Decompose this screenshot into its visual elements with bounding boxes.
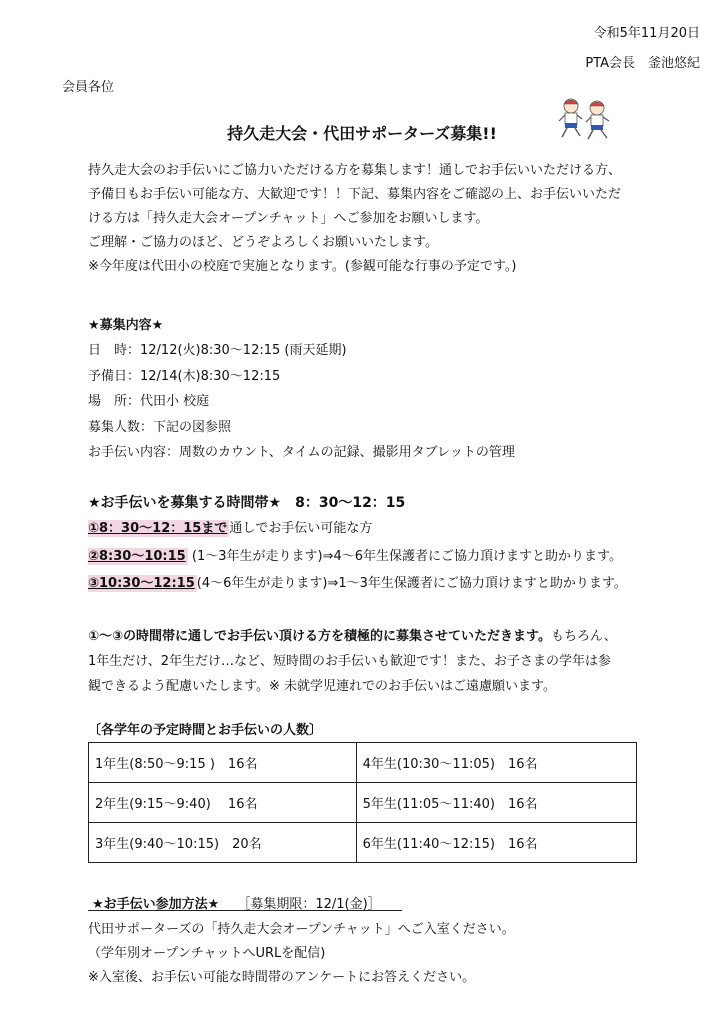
grade-table-title: 〔各学年の予定時間とお手伝いの人数〕	[88, 723, 323, 738]
timeslot-3	[88, 573, 627, 595]
method-heading: ★お手伝い参加方法★	[92, 897, 220, 912]
method-lines	[88, 918, 515, 990]
note-line: 1年生だけ、2年生だけ…など、短時間のお手伝いも歓迎です！また、お子さまの学年は参	[88, 654, 612, 669]
running-children-icon	[551, 94, 619, 142]
method-line: （学年別オープンチャットへURLを配信)	[88, 946, 326, 961]
intro-line: ※今年度は代田小の校庭で実施となります。(参観可能な行事の予定です。)	[88, 259, 517, 274]
table-cell: 1年生(8:50〜9:15 ) 16名	[89, 743, 357, 783]
deadline: ［募集期限：12/1(金)］	[237, 897, 381, 912]
author: PTA会長 釜池悠紀	[585, 56, 700, 71]
intro-line: 予備日もお手伝い可能な方、大歓迎です！！下記、募集内容をご確認の上、お手伝いいただ	[88, 187, 622, 202]
table-cell: 5年生(11:05〜11:40) 16名	[356, 783, 636, 823]
detail-headcount: 募集人数：下記の図参照	[88, 419, 232, 435]
table-row	[89, 783, 637, 823]
table-row	[89, 823, 637, 863]
timeslot-1	[88, 518, 372, 540]
date: 令和5年11月20日	[593, 26, 700, 41]
table-cell: 4年生(10:30〜11:05) 16名	[356, 743, 636, 783]
table-cell: 2年生(9:15〜9:40) 16名	[89, 783, 357, 823]
table-cell: 3年生(9:40〜10:15) 20名	[89, 823, 357, 863]
method-line: 代田サポーターズの「持久走大会オープンチャット」へご入室ください。	[88, 922, 515, 937]
detail-place: 場 所：代田小 校庭	[88, 394, 210, 409]
intro-line: ご理解・ご協力のほど、どうぞよろしくお願いいたします。	[88, 235, 438, 250]
detail-tasks: お手伝い内容：周数のカウント、タイムの記録、撮影用タブレットの管理	[88, 445, 515, 460]
intro-paragraph	[88, 159, 648, 279]
salutation: 会員各位	[62, 80, 115, 95]
recruit-details	[88, 338, 515, 466]
detail-reserve-date: 予備日：12/14(木)8:30〜12:15	[88, 368, 281, 384]
recruit-heading: ★募集内容★	[88, 318, 164, 333]
detail-date: 日 時：12/12(火)8:30〜12:15 (雨天延期)	[88, 343, 347, 358]
heading-underline	[88, 910, 402, 911]
page-title: 持久走大会・代田サポーターズ募集!!	[227, 124, 497, 143]
note-paragraph	[88, 624, 617, 699]
method-line: ※入室後、お手伝い可能な時間帯のアンケートにお答えください。	[88, 970, 476, 985]
intro-line: 持久走大会のお手伝いにご協力いただける方を募集します！通しでお手伝いいただける方、	[88, 163, 622, 178]
timeslot-2-key: ②8:30〜10:15	[88, 549, 186, 564]
timeslot-2	[88, 546, 622, 568]
note-line1-rest: もちろん、	[550, 629, 617, 644]
intro-line: ける方は「持久走大会オープンチャット」へご参加をお願いします。	[88, 211, 489, 226]
note-emphasis: ①〜③の時間帯に通しでお手伝い頂ける方を積極的に募集させていただきます。	[88, 629, 551, 644]
timeslot-3-desc: (4〜6年生が走ります)⇒1〜3年生保護者にご協力頂けますと助かります。	[196, 576, 627, 591]
timeslot-1-desc: 通しでお手伝い可能な方	[229, 521, 373, 536]
timeslot-1-key: ①8：30〜12：15まで	[88, 521, 228, 536]
grade-table	[88, 742, 637, 863]
table-row	[89, 743, 637, 783]
timeslot-heading: ★お手伝いを募集する時間帯★ 8：30〜12：15	[88, 495, 406, 511]
timeslot-3-key: ③10:30〜12:15	[88, 576, 195, 591]
table-cell: 6年生(11:40〜12:15) 16名	[356, 823, 636, 863]
note-line: 観できるよう配慮いたします。※ 未就学児連れでのお手伝いはご遠慮願います。	[88, 679, 556, 694]
timeslot-2-desc: (1〜3年生が走ります)⇒4〜6年生保護者にご協力頂けますと助かります。	[187, 549, 622, 564]
